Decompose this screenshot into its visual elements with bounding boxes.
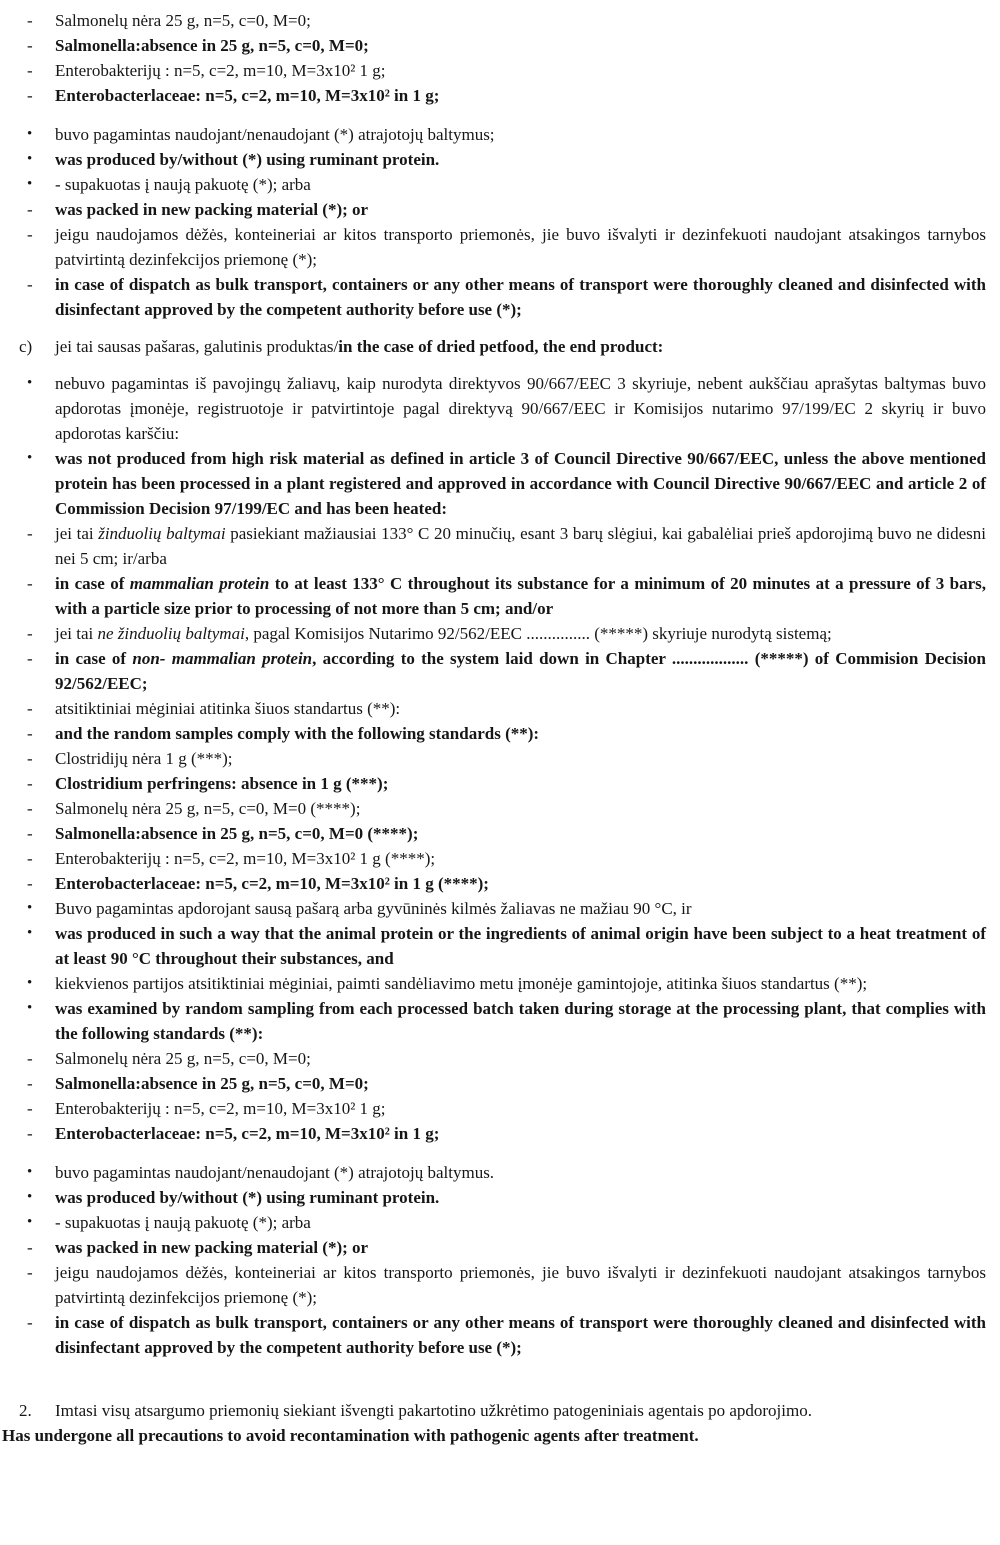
text-run: in case of dispatch as bulk transport, containers or any other means of transport were thoroughly cleaned and disinfected with disinfectant approved by the competent authority before use (*);	[55, 275, 986, 319]
text-run: in the case of dried petfood, the end product:	[338, 337, 664, 356]
text-run: kiekvienos partijos atsitiktiniai mėginiai, paimti sandėliavimo metu įmonėje gamintojoje, atitinka šiuos standartus (**);	[55, 974, 868, 993]
text-run: Clostridijų nėra 1 g (***);	[55, 749, 233, 768]
list-item	[14, 172, 986, 197]
text-run: - supakuotas į naują pakuotę (*); arba	[55, 1213, 311, 1232]
list-item	[14, 8, 986, 33]
dash-marker: -	[27, 699, 33, 718]
bullet-marker: •	[27, 375, 33, 391]
list-item	[14, 371, 986, 446]
text-run: and the random samples comply with the following standards (**):	[55, 724, 540, 743]
text-run: Has undergone all precautions to avoid recontamination with pathogenic agents after treatment.	[2, 1426, 699, 1445]
dash-marker: -	[27, 774, 33, 793]
bullet-marker: •	[27, 450, 33, 466]
text-run: jeigu naudojamos dėžės, konteineriai ar kitos transporto priemonės, jie buvo išvalyti ir dezinfekuoti naudojant atsakingos tarnybos patvirtintą dezinfekcijos priemonę (*);	[55, 1263, 986, 1307]
dash-marker: -	[27, 624, 33, 643]
bullet-marker: •	[27, 900, 33, 916]
list-item	[14, 222, 986, 272]
text-run: atsitiktiniai mėginiai atitinka šiuos standartus (**):	[55, 699, 401, 718]
text-run: jei tai sausas pašaras, galutinis produktas/	[55, 337, 339, 356]
dash-marker: -	[27, 1074, 33, 1093]
list-item	[14, 621, 986, 646]
text-run: jei tai	[55, 624, 98, 643]
list-item	[14, 272, 986, 322]
text-run: Enterobacterlaceae: n=5, c=2, m=10, M=3x10² in 1 g (****);	[55, 874, 489, 893]
text-run: - supakuotas į naują pakuotę (*); arba	[55, 175, 311, 194]
text-run: Salmonella:absence in 25 g, n=5, c=0, M=0;	[55, 36, 369, 55]
dash-marker: -	[27, 874, 33, 893]
dried-petfood-requirements-list	[14, 371, 986, 1146]
dash-marker: -	[27, 799, 33, 818]
text-run: was produced by/without (*) using ruminant protein.	[55, 150, 440, 169]
text-run: Salmonella:absence in 25 g, n=5, c=0, M=0 (****);	[55, 824, 419, 843]
bullet-marker: •	[27, 975, 33, 991]
list-item	[14, 871, 986, 896]
bullet-marker: •	[27, 1164, 33, 1180]
clause-line	[14, 334, 986, 359]
list-item	[14, 896, 986, 921]
list-item	[14, 83, 986, 108]
list-item	[14, 971, 986, 996]
text-run: to at least 133° C throughout its substance for a minimum of 20 minutes at a pressure of 3 bars, with a particle size prior to processing of not more than 5 cm; and/or	[55, 574, 986, 618]
list-item	[14, 58, 986, 83]
text-run: Salmonella:absence in 25 g, n=5, c=0, M=0;	[55, 1074, 369, 1093]
text-run: buvo pagamintas naudojant/nenaudojant (*) atrajotojų baltymus;	[55, 125, 495, 144]
list-item	[14, 147, 986, 172]
text-run: jeigu naudojamos dėžės, konteineriai ar kitos transporto priemonės, jie buvo išvalyti ir dezinfekuoti naudojant atsakingos tarnybos patvirtintą dezinfekcijos priemonę (*);	[55, 225, 986, 269]
list-item	[14, 1121, 986, 1146]
text-run: was packed in new packing material (*); or	[55, 1238, 369, 1257]
text-run: Enterobakterijų : n=5, c=2, m=10, M=3x10² 1 g (****);	[55, 849, 436, 868]
list-item	[14, 696, 986, 721]
list-item	[14, 921, 986, 971]
text-run: in case of dispatch as bulk transport, containers or any other means of transport were thoroughly cleaned and disinfected with disinfectant approved by the competent authority before use (*);	[55, 1313, 986, 1357]
dash-marker: -	[27, 11, 33, 30]
text-run: nebuvo pagamintas iš pavojingų žaliavų, kaip nurodyta direktyvos 90/667/EEC 3 skyriuje, nebent aukščiau aprašytas baltymas buvo apdorotas įmonėje, registruotoje ir patvirtintoje pagal direktyvą 90/667/EEC ir Komisijos nutarimo 97/199/EC 2 skyrių ir buvo apdorotas karščiu:	[55, 374, 986, 443]
text-run: pasiekiant mažiausiai 133° C 20 minučių, esant 3 barų slėgiui, kai gabalėliai prieš apdorojimą buvo ne didesni nei 5 cm; ir/arba	[55, 524, 986, 568]
text-run: Salmonelų nėra 25 g, n=5, c=0, M=0;	[55, 1049, 311, 1068]
list-item	[14, 646, 986, 696]
dash-marker: -	[27, 1263, 33, 1282]
bullet-marker: •	[27, 1000, 33, 1016]
dash-marker: -	[27, 200, 33, 219]
list-item	[14, 1260, 986, 1310]
text-run: , according to the system laid down in Chapter .................. (*****) of Commision Decision 92/562/EEC;	[55, 649, 986, 693]
list-item	[14, 721, 986, 746]
list-item	[14, 1235, 986, 1260]
dash-marker: -	[27, 1099, 33, 1118]
text-run: Buvo pagamintas apdorojant sausą pašarą arba gyvūninės kilmės žaliavas ne mažiau 90 °C, ir	[55, 899, 692, 918]
text-run: , pagal Komisijos Nutarimo 92/562/EEC ............... (*****) skyriuje nurodytą sistemą;	[244, 624, 832, 643]
dash-marker: -	[27, 225, 33, 244]
standards-list-1	[14, 8, 986, 108]
text-run: jei tai	[55, 524, 99, 543]
text-run: Imtasi visų atsargumo priemonių siekiant išvengti pakartotino užkrėtimo patogeniniais agentais po apdorojimo.	[55, 1401, 812, 1420]
text-run: žinduolių baltymai	[98, 524, 226, 543]
dash-marker: -	[27, 36, 33, 55]
text-run: buvo pagamintas naudojant/nenaudojant (*) atrajotojų baltymus.	[55, 1163, 495, 1182]
list-item	[14, 1160, 986, 1185]
bullet-marker: •	[27, 126, 33, 142]
text-run: was packed in new packing material (*); or	[55, 200, 369, 219]
list-item	[14, 122, 986, 147]
list-item	[14, 197, 986, 222]
clause-line	[14, 1398, 916, 1423]
dash-marker: -	[27, 86, 33, 105]
dash-marker: -	[27, 524, 33, 543]
dash-marker: -	[27, 275, 33, 294]
dash-marker: -	[27, 749, 33, 768]
list-item	[14, 1310, 986, 1360]
list-item	[14, 521, 986, 571]
paragraph-line	[2, 1423, 986, 1448]
text-run: non- mammalian protein	[132, 649, 313, 668]
text-run: was not produced from high risk material as defined in article 3 of Council Directive 90/667/EEC, unless the above mentioned protein has been processed in a plant registered and approved in accordance with Council Directive 90/667/EEC and article 2 of Commission Decision 97/199/EC and has been heated:	[55, 449, 986, 518]
clause-label: c)	[19, 337, 33, 356]
list-item	[14, 821, 986, 846]
clause-label: 2.	[19, 1401, 32, 1420]
list-item	[14, 1071, 986, 1096]
text-run: mammalian protein	[129, 574, 270, 593]
text-run: in case of	[55, 649, 133, 668]
text-run: was produced by/without (*) using ruminant protein.	[55, 1188, 440, 1207]
dash-marker: -	[27, 724, 33, 743]
list-item	[14, 33, 986, 58]
bullet-marker: •	[27, 1214, 33, 1230]
text-run: Enterobacterlaceae: n=5, c=2, m=10, M=3x10² in 1 g;	[55, 1124, 440, 1143]
production-conditions-list-2	[14, 1160, 986, 1360]
clause-c-dried-petfood	[14, 334, 986, 359]
list-item	[14, 1210, 986, 1235]
text-run: was examined by random sampling from each processed batch taken during storage at the processing plant, that complies with the following standards (**):	[55, 999, 986, 1043]
list-item	[14, 771, 986, 796]
list-item	[14, 571, 986, 621]
clause-2-recontamination	[14, 1398, 986, 1423]
text-run: was produced in such a way that the animal protein or the ingredients of animal origin have been subject to a heat treatment of at least 90 °C throughout their substances, and	[55, 924, 986, 968]
list-item	[14, 1185, 986, 1210]
text-run: Salmonelų nėra 25 g, n=5, c=0, M=0 (****);	[55, 799, 361, 818]
list-item	[14, 846, 986, 871]
dash-marker: -	[27, 1049, 33, 1068]
dash-marker: -	[27, 824, 33, 843]
bullet-marker: •	[27, 925, 33, 941]
text-run: ne žinduolių baltymai	[97, 624, 245, 643]
bullet-marker: •	[27, 151, 33, 167]
list-item	[14, 796, 986, 821]
text-run: Enterobacterlaceae: n=5, c=2, m=10, M=3x10² in 1 g;	[55, 86, 440, 105]
dash-marker: -	[27, 649, 33, 668]
bullet-marker: •	[27, 176, 33, 192]
dash-marker: -	[27, 1313, 33, 1332]
dash-marker: -	[27, 1124, 33, 1143]
list-item	[14, 996, 986, 1046]
list-item	[14, 1046, 986, 1071]
dash-marker: -	[27, 849, 33, 868]
text-run: Enterobakterijų : n=5, c=2, m=10, M=3x10² 1 g;	[55, 61, 386, 80]
closing-statement	[2, 1423, 986, 1448]
text-run: Enterobakterijų : n=5, c=2, m=10, M=3x10² 1 g;	[55, 1099, 386, 1118]
text-run: Clostridium perfringens: absence in 1 g (***);	[55, 774, 389, 793]
dash-marker: -	[27, 61, 33, 80]
list-item	[14, 746, 986, 771]
bullet-marker: •	[27, 1189, 33, 1205]
dash-marker: -	[27, 574, 33, 593]
production-conditions-list-1	[14, 122, 986, 322]
list-item	[14, 1096, 986, 1121]
text-run: Salmonelų nėra 25 g, n=5, c=0, M=0;	[55, 11, 311, 30]
dash-marker: -	[27, 1238, 33, 1257]
text-run: in case of	[55, 574, 130, 593]
list-item	[14, 446, 986, 521]
